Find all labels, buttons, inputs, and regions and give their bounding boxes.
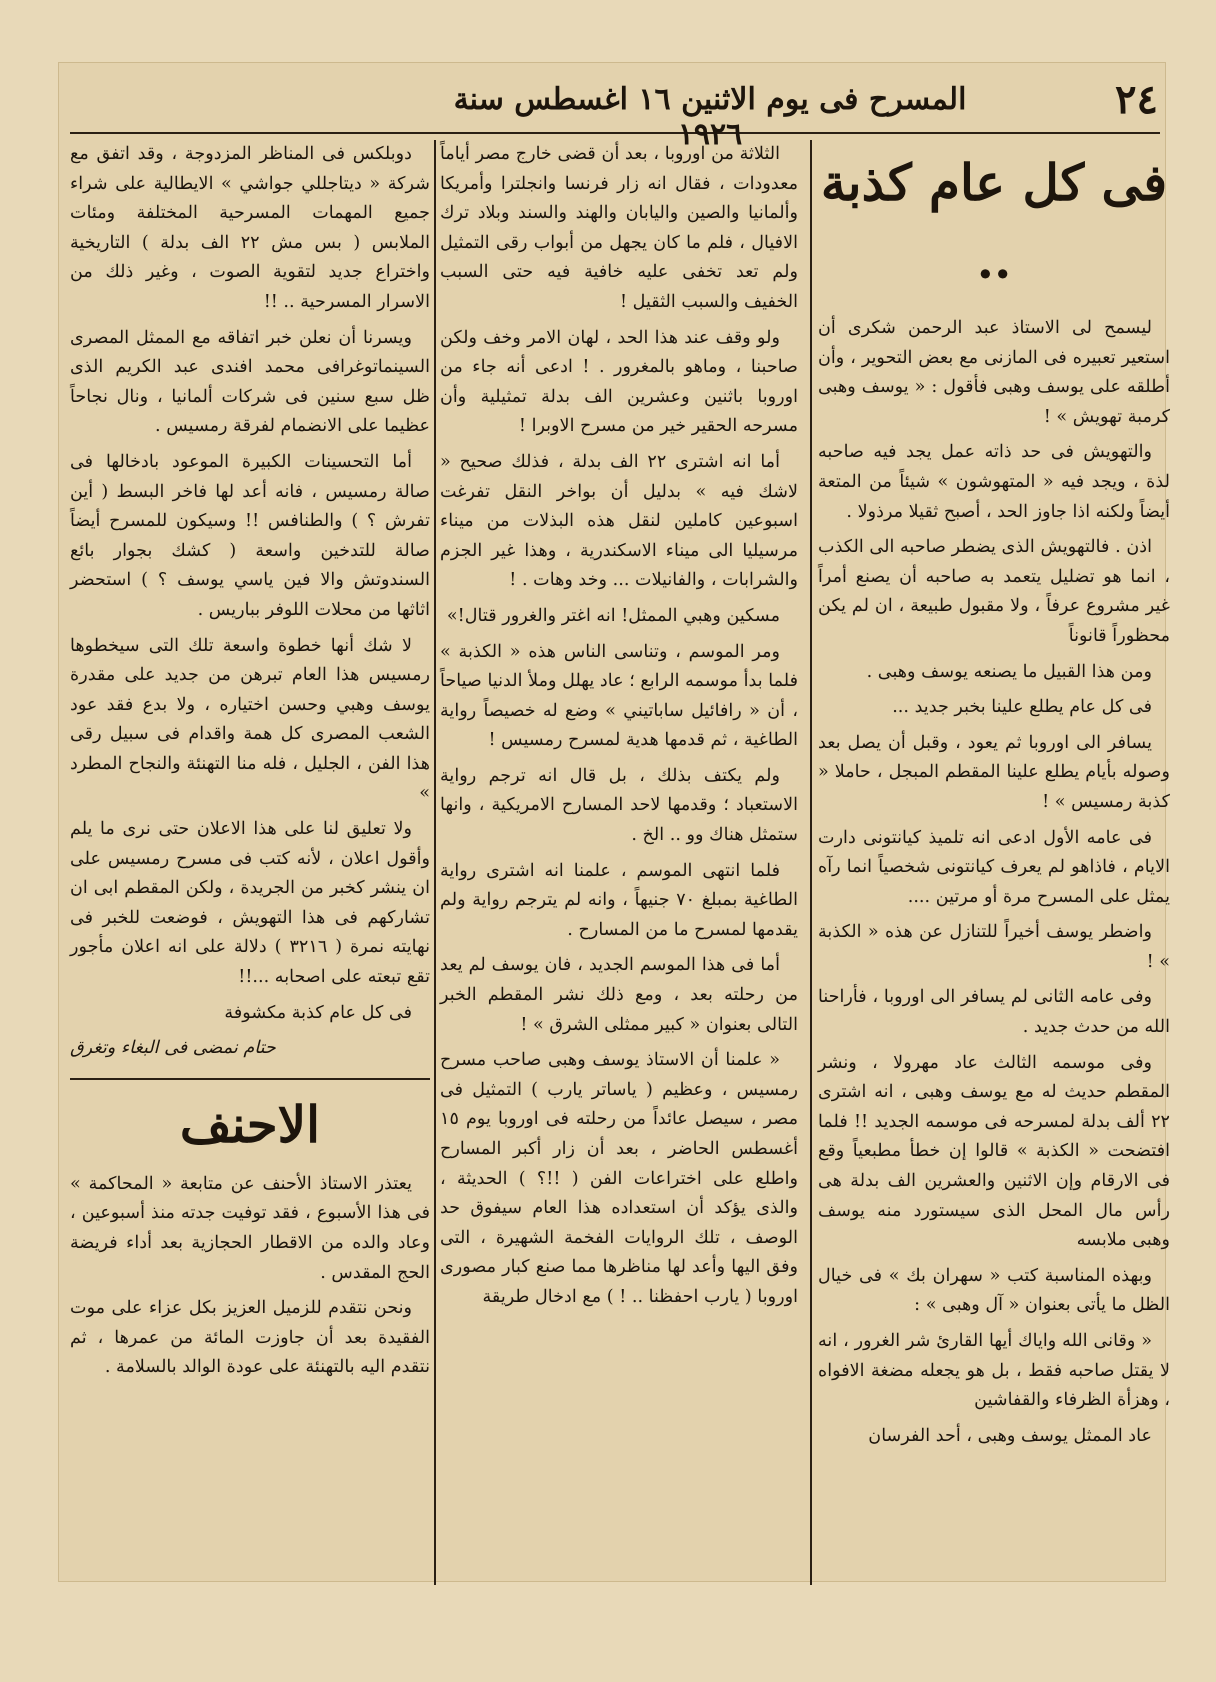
article-title: فى كل عام كذبة .. bbox=[820, 153, 1168, 290]
article-paragraph: ويسرنا أن نعلن خبر اتفاقه مع الممثل المصرى السينماتوغرافى محمد افندى عبد الكريم الذى ظل سبع سنين فى شركات ألمانيا ، ونال نجاحاً عظيما على الانضمام لفرقة رمسيس . bbox=[70, 327, 430, 437]
article-paragraph: « وقانى الله واياك أيها القارئ شر الغرور ، انه لا يقتل صاحبه فقط ، بل هو يجعله مضغة الافواه ، وهزأة الظرفاء والقفاشين bbox=[818, 1331, 1170, 1411]
article-paragraph: دوبلكس فى المناظر المزدوجة ، وقد اتفق مع شركة « ديتاجللي جواشي » الايطالية على شراء جميع المهمات المسرحية المختلفة ومئات الملابس ( بس مش ٢٢ الف بدلة ) التاريخية واختراع جديد لتقوية الصوت ، وغير ذلك من الاسرار المسرحية .. !! bbox=[70, 144, 430, 312]
masthead-title: المسرح فى يوم الاثنين ١٦ اغسطس سنة ١٩٢٦ bbox=[453, 82, 967, 152]
article-paragraph: أما فى هذا الموسم الجديد ، فان يوسف لم يعد من رحلته بعد ، ومع ذلك نشر المقطم الخبر التالى بعنوان « كبير ممثلى الشرق » ! bbox=[440, 955, 798, 1035]
article-paragraph: ولم يكتف بذلك ، بل قال انه ترجم رواية الاستعباد ؛ وقدمها لاحد المسارح الامريكية ، وانها ستمثل هناك وو .. الخ . bbox=[440, 765, 798, 846]
article-paragraph: ليسمح لى الاستاذ عبد الرحمن شكرى أن استعير تعبيره فى المازنى مع بعض التحوير ، وأن أطلقه على يوسف وهبى فأقول : « يوسف وهبى كرمبة تهويش » ! bbox=[818, 318, 1170, 427]
article-paragraph: يسافر الى اوروبا ثم يعود ، وقبل أن يصل بعد وصوله بأيام يطلع علينا المقطم المبجل ، حاملا « كذبة رمسيس » ! bbox=[818, 732, 1170, 812]
article-paragraph: ومن هذا القبيل ما يصنعه يوسف وهبى . bbox=[866, 661, 1152, 682]
article-left-column bbox=[70, 140, 430, 1389]
ahnaf-paragraph: يعتذر الاستاذ الأحنف عن متابعة « المحاكمة » فى هذا الأسبوع ، فقد توفيت جدته منذ أسبوعين ، وعاد والده من الاقطار الحجازية بعد أداء فريضة الحج المقدس . bbox=[70, 1173, 430, 1283]
article-paragraph: ولو وقف عند هذا الحد ، لهان الامر وخف ولكن صاحبنا ، وماهو بالمغرور . ! ادعى أنه جاء من اوروبا باثنين وعشرين الف بدلة تمثيلية وأن مسرحه الحقير خير من مسرح الاوبرا ! bbox=[440, 327, 798, 437]
article-paragraph: فى كل عام يطلع علينا بخبر جديد ... bbox=[892, 697, 1152, 718]
article-paragraph: فلما انتهى الموسم ، علمنا انه اشترى رواية الطاغية بمبلغ ٧٠ جنيهاً ، وانه لم يترجم رواية ولم يقدمها لمسرح ما من المسارح . bbox=[440, 860, 798, 940]
article-paragraph: وفى موسمه الثالث عاد مهرولا ، ونشر المقطم حديث له مع يوسف وهبى ، انه اشترى ٢٢ ألف بدلة لمسرحه فى موسمه الجديد !! فلما افتضحت « الكذبة » قالوا إن خطأ مطبعياً وقع فى الارقام وإن الاثنين والعشرين الف بدلة هى رأس مال المحل الذى سيستورد منه يوسف وهبى ملابسه bbox=[818, 1052, 1170, 1251]
article-middle-column bbox=[440, 140, 798, 1319]
article-paragraph: وبهذه المناسبة كتب « سهران بك » فى خيال الظل ما يأتى بعنوان « آل وهبى » : bbox=[818, 1265, 1170, 1316]
column-divider bbox=[434, 140, 436, 1585]
article-paragraph: الثلاثة من اوروبا ، بعد أن قضى خارج مصر أياماً معدودات ، فقال انه زار فرنسا وانجلترا وأمريكا وألمانيا والصين واليابان والهند والسند وبلاد ترك الافيال ، فلم ما كان يجهل من أبواب رقى التمثيل ولم تعد تخفى عليه خافية فيه حتى السبب الخفيف والسبب الثقيل ! bbox=[440, 144, 798, 312]
section-divider bbox=[70, 1078, 430, 1080]
article-paragraph: عاد الممثل يوسف وهبى ، أحد الفرسان bbox=[868, 1425, 1152, 1446]
column-divider bbox=[810, 140, 812, 1585]
article-paragraph: وفى عامه الثانى لم يسافر الى اوروبا ، فأراحنا الله من حدث جديد . bbox=[818, 987, 1170, 1038]
article-paragraph: ومر الموسم ، وتناسى الناس هذه « الكذبة » فلما بدأ موسمه الرابع ؛ عاد يهلل وملأ الدنيا صياحاً ، أن « رافائيل ساباتيني » وضع له خصيصاً رواية الطاغية ، ثم قدمها هدية لمسرح رمسيس ! bbox=[440, 641, 798, 751]
page-header bbox=[70, 72, 1160, 152]
article-paragraph: لا شك أنها خطوة واسعة تلك التى سيخطوها رمسيس هذا العام تبرهن من جديد على مقدرة يوسف وهبي وحسن اختياره ، ولا بدع فقد عود الشعب المصرى كل همة واقدام فى سبيل رقى هذا الفن ، الجليل ، فله منا التهنئة والنجاح المطرد » bbox=[70, 635, 430, 804]
article-paragraph: مسكين وهبي الممثل! انه اغتر والغرور قتال!» bbox=[446, 605, 780, 626]
article-signature: حتام نمضى فى البغاء وتغرق bbox=[70, 1038, 276, 1059]
article-paragraph: « علمنا أن الاستاذ يوسف وهبى صاحب مسرح رمسيس ، وعظيم ( ياساتر يارب ) التمثيل فى مصر ، سيصل عائداً من رحلته فى اوروبا يوم ١٥ أغسطس الحاضر ، بعد أن زار أكبر المسارح واطلع على اختراعات الفن ( !!؟ ) الحديثة ، والذى يؤكد أن استعداده هذا العام سيفوق حد الوصف ، تلك الروايات الفخمة الشهيرة ، التى وفق اليها وأعد لها مناظرها مما صنع كبار مصورى اوروبا ( يارب احفظنا .. ! ) مع ادخال طريقة bbox=[440, 1050, 798, 1307]
article-right-column bbox=[818, 140, 1170, 1457]
ahnaf-paragraph: ونحن نتقدم للزميل العزيز بكل عزاء على موت الفقيدة بعد أن جاوزت المائة من عمرها ، ثم نتقدم اليه بالتهنئة على عودة الوالد بالسلامة . bbox=[70, 1298, 430, 1378]
page-number: ٢٤ bbox=[1115, 76, 1158, 123]
article-paragraph: أما انه اشترى ٢٢ الف بدلة ، فذلك صحيح « لاشك فيه » بدليل أن بواخر النقل تفرغت اسبوعين كاملين لنقل هذه البذلات من ميناء مرسيليا الى ميناء الاسكندرية ، وهذا غير الجزم والشرابات ، والفانيلات ... وخد وهات . ! bbox=[440, 451, 798, 591]
article-paragraph: ولا تعليق لنا على هذا الاعلان حتى نرى ما يلم وأقول اعلان ، لأنه كتب فى مسرح رمسيس على ان ينشر كخبر من الجريدة ، ولكن المقطم ابى ان تشاركهم فى هذا التهويش ، فوضعت للخبر فى نهايته نمرة ( ٣٢١٦ ) دلالة على انه اعلان مأجور تقع تبعته على اصحابه ...!! bbox=[70, 819, 431, 988]
article-paragraph: فى عامه الأول ادعى انه تلميذ كيانتونى دارت الايام ، فاذاهو لم يعرف كيانتونى شخصياً انما رآه يمثل على المسرح مرة أو مرتين .... bbox=[818, 827, 1170, 907]
article-paragraph: اذن . فالتهويش الذى يضطر صاحبه الى الكذب ، انما هو تضليل يتعمد به صاحبه أن يصنع أمراً غير مشروع عرفاً ، ولا مقبول طبيعة ، ان لم يكن محظوراً قانوناً bbox=[818, 537, 1170, 646]
ahnaf-title: الاحنف bbox=[179, 1094, 321, 1154]
article-paragraph: واضطر يوسف أخيراً للتنازل عن هذه « الكذبة » ! bbox=[818, 922, 1170, 972]
article-paragraph: والتهويش فى حد ذاته عمل يجد فيه صاحبه لذة ، ويجد فيه « المتهوشون » شيئاً من المتعة أيضاً ولكنه اذا جاوز الحد ، أصبح ثقيلا مرذولا . bbox=[818, 442, 1170, 522]
article-paragraph: فى كل عام كذبة مكشوفة bbox=[224, 1002, 412, 1023]
article-paragraph: أما التحسينات الكبيرة الموعود بادخالها فى صالة رمسيس ، فانه أعد لها فاخر البسط ( أين تفرش ؟ ) والطنافس !! وسيكون للمسرح أيضاً صالة للتدخين واسعة ( كشك بجوار بائع السندوتش والا فين ياسي يوسف ؟ ) استحضر اثاثها من محلات اللوفر بباريس . bbox=[70, 451, 430, 620]
